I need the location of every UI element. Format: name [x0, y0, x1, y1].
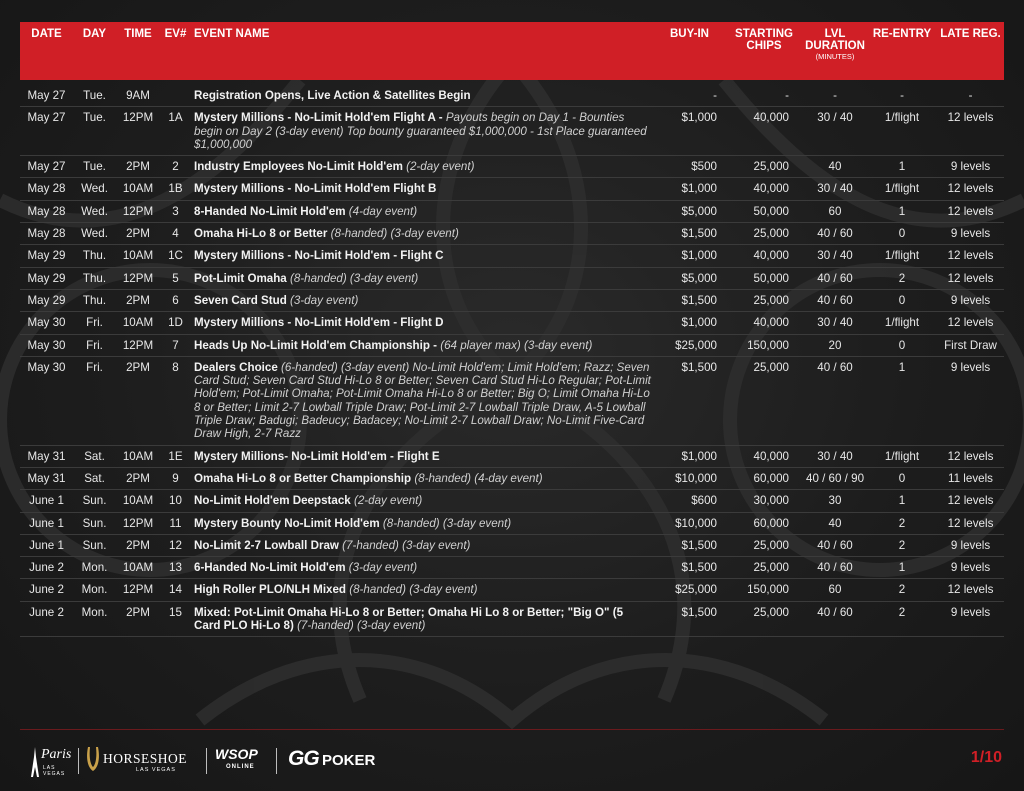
event-title: Mystery Millions - No-Limit Hold'em - Flight C	[194, 249, 444, 263]
row-late-reg: 11 levels	[937, 467, 1004, 489]
row-ev: 10	[160, 490, 191, 512]
row-buyin: $5,000	[654, 267, 725, 289]
event-title: Mystery Millions- No-Limit Hold'em - Flight E	[194, 449, 440, 463]
horseshoe-logo	[86, 743, 196, 779]
row-reentry: 2	[867, 512, 937, 534]
event-title: Mystery Millions - No-Limit Hold'em - Flight D	[194, 316, 444, 330]
row-day: Thu.	[73, 267, 116, 289]
row-date: May 30	[20, 312, 73, 334]
event-title: 6-Handed No-Limit Hold'em	[194, 561, 349, 575]
row-buyin: $1,500	[654, 223, 725, 245]
row-lvl-duration: -	[803, 80, 867, 107]
row-lvl-duration: 30 / 40	[803, 245, 867, 267]
row-event-name	[191, 334, 654, 356]
wsop-logo-sub: ONLINE	[226, 764, 255, 770]
event-note: (7-handed) (3-day event)	[297, 619, 426, 633]
event-note: (6-handed) (3-day event) No-Limit Hold'em; Limit Hold'em; Razz; Seven Card Stud; Seven Card Stud Hi-Lo 8 or Better; Seven Card Stud Hi-Lo Regular; Pot-Limit Hold'em; Pot-Limit Omaha; Pot-Limit Omaha Hi-Lo 8 or Better; Big O; Limit Omaha Hi-Lo 8 or Better; Limit 2-7 Lowball Triple Draw; Pot-Limit 2-7 Lowball Triple Draw, A-5 Lowball Triple Draw; Badugi; Badeucy; Badacey; No-Limit 2-7 Lowball Draw; No-Limit Five-Card Draw High, 2-7 Razz	[194, 360, 651, 441]
row-time: 10AM	[116, 245, 160, 267]
row-ev: 14	[160, 579, 191, 601]
row-time: 2PM	[116, 534, 160, 556]
row-buyin: $1,000	[654, 245, 725, 267]
row-buyin: $600	[654, 490, 725, 512]
row-time: 2PM	[116, 223, 160, 245]
row-event-name	[191, 178, 654, 200]
row-time: 2PM	[116, 467, 160, 489]
row-ev: 7	[160, 334, 191, 356]
footer-rule	[20, 729, 1004, 730]
table-row	[20, 557, 1004, 579]
row-event-name	[191, 534, 654, 556]
row-late-reg: 12 levels	[937, 512, 1004, 534]
ggpoker-logo-text: POKER	[322, 752, 376, 769]
row-late-reg: 9 levels	[937, 356, 1004, 445]
row-date: May 27	[20, 156, 73, 178]
row-reentry: 0	[867, 334, 937, 356]
row-buyin: $25,000	[654, 579, 725, 601]
row-buyin: $1,000	[654, 445, 725, 467]
row-buyin: $25,000	[654, 334, 725, 356]
header-reentry: RE-ENTRY	[867, 22, 937, 80]
row-lvl-duration: 40 / 60	[803, 289, 867, 311]
row-event-name	[191, 445, 654, 467]
row-day: Fri.	[73, 356, 116, 445]
row-time: 10AM	[116, 490, 160, 512]
event-title: Mystery Millions - No-Limit Hold'em Flight A -	[194, 111, 446, 125]
row-starting-chips: 50,000	[725, 267, 803, 289]
row-starting-chips: 60,000	[725, 467, 803, 489]
header-lvl-sub: (MINUTES)	[815, 52, 855, 61]
row-ev: 1B	[160, 178, 191, 200]
table-row	[20, 467, 1004, 489]
event-title: Seven Card Stud	[194, 293, 290, 307]
event-title: Pot-Limit Omaha	[194, 271, 290, 285]
row-day: Fri.	[73, 334, 116, 356]
row-event-name	[191, 200, 654, 222]
row-event-name	[191, 601, 654, 637]
row-event-name	[191, 107, 654, 156]
table-header-row	[20, 22, 1004, 80]
row-lvl-duration: 60	[803, 579, 867, 601]
row-day: Sun.	[73, 512, 116, 534]
row-lvl-duration: 20	[803, 334, 867, 356]
header-starting-chips: STARTING CHIPS	[725, 22, 803, 80]
row-date: May 27	[20, 80, 73, 107]
row-date: May 28	[20, 223, 73, 245]
event-note: (8-handed) (3-day event)	[382, 516, 512, 530]
row-event-name	[191, 289, 654, 311]
row-time: 2PM	[116, 601, 160, 637]
row-starting-chips: 40,000	[725, 312, 803, 334]
row-date: May 27	[20, 107, 73, 156]
row-late-reg: 12 levels	[937, 445, 1004, 467]
row-lvl-duration: 30 / 40	[803, 107, 867, 156]
row-day: Mon.	[73, 601, 116, 637]
row-date: May 30	[20, 334, 73, 356]
row-date: June 2	[20, 557, 73, 579]
event-note: (3-day event)	[290, 293, 359, 307]
event-title: Mystery Bounty No-Limit Hold'em	[194, 516, 383, 530]
row-ev: 1D	[160, 312, 191, 334]
event-title: Heads Up No-Limit Hold'em Championship -	[194, 338, 441, 352]
row-ev: 6	[160, 289, 191, 311]
row-event-name	[191, 557, 654, 579]
row-starting-chips: 150,000	[725, 579, 803, 601]
horseshoe-icon	[86, 747, 100, 773]
row-buyin: $1,000	[654, 107, 725, 156]
row-lvl-duration: 40	[803, 512, 867, 534]
table-row	[20, 245, 1004, 267]
row-day: Tue.	[73, 156, 116, 178]
row-event-name	[191, 490, 654, 512]
row-ev: 5	[160, 267, 191, 289]
row-date: May 30	[20, 356, 73, 445]
row-lvl-duration: 60	[803, 200, 867, 222]
row-ev: 1C	[160, 245, 191, 267]
row-date: May 31	[20, 467, 73, 489]
row-time: 2PM	[116, 156, 160, 178]
table-row	[20, 107, 1004, 156]
row-late-reg: 9 levels	[937, 223, 1004, 245]
row-ev: 4	[160, 223, 191, 245]
event-title: Mystery Millions - No-Limit Hold'em Flight B	[194, 182, 437, 196]
row-reentry: 1/flight	[867, 312, 937, 334]
event-title: No-Limit Hold'em Deepstack	[194, 494, 354, 508]
event-note: (8-handed) (3-day event)	[330, 227, 459, 241]
row-date: June 2	[20, 579, 73, 601]
row-buyin: $5,000	[654, 200, 725, 222]
event-title: Omaha Hi-Lo 8 or Better	[194, 227, 331, 241]
row-time: 12PM	[116, 334, 160, 356]
row-event-name	[191, 245, 654, 267]
row-late-reg: 12 levels	[937, 245, 1004, 267]
ggpoker-logo	[288, 747, 408, 777]
row-late-reg: 12 levels	[937, 312, 1004, 334]
row-ev: 1E	[160, 445, 191, 467]
row-event-name	[191, 80, 654, 107]
row-day: Mon.	[73, 579, 116, 601]
row-lvl-duration: 30	[803, 490, 867, 512]
paris-logo-sub: LAS VEGAS	[43, 765, 66, 777]
row-ev: 2	[160, 156, 191, 178]
table-row	[20, 534, 1004, 556]
row-day: Thu.	[73, 289, 116, 311]
table-row	[20, 267, 1004, 289]
event-title: High Roller PLO/NLH Mixed	[194, 583, 350, 597]
table-row	[20, 579, 1004, 601]
row-reentry: 1	[867, 490, 937, 512]
row-late-reg: 12 levels	[937, 490, 1004, 512]
event-note: (7-handed) (3-day event)	[342, 538, 471, 552]
event-note: (64 player max) (3-day event)	[440, 338, 593, 352]
row-lvl-duration: 30 / 40	[803, 445, 867, 467]
schedule-table	[20, 22, 1004, 637]
event-title: No-Limit 2-7 Lowball Draw	[194, 538, 343, 552]
row-reentry: 2	[867, 534, 937, 556]
row-lvl-duration: 40 / 60	[803, 557, 867, 579]
event-note: (2-day event)	[353, 494, 423, 508]
row-starting-chips: 25,000	[725, 289, 803, 311]
row-starting-chips: 25,000	[725, 601, 803, 637]
row-ev: 8	[160, 356, 191, 445]
table-row	[20, 490, 1004, 512]
row-event-name	[191, 223, 654, 245]
table-row	[20, 356, 1004, 445]
row-reentry: 1/flight	[867, 107, 937, 156]
row-late-reg: 12 levels	[937, 579, 1004, 601]
row-starting-chips: 30,000	[725, 490, 803, 512]
row-buyin: $10,000	[654, 512, 725, 534]
table-row	[20, 312, 1004, 334]
table-row	[20, 200, 1004, 222]
row-time: 2PM	[116, 289, 160, 311]
page-number: 1/10	[970, 749, 1002, 766]
event-note: (3-day event)	[348, 561, 418, 575]
footer-separator	[78, 748, 79, 774]
row-reentry: 1	[867, 557, 937, 579]
row-day: Sun.	[73, 490, 116, 512]
row-ev: 13	[160, 557, 191, 579]
row-ev: 9	[160, 467, 191, 489]
wsop-logo-text: WSOP	[215, 746, 258, 762]
row-event-name	[191, 356, 654, 445]
row-starting-chips: 40,000	[725, 107, 803, 156]
footer-separator	[276, 748, 277, 774]
row-buyin: $500	[654, 156, 725, 178]
row-starting-chips: 150,000	[725, 334, 803, 356]
row-reentry: 1	[867, 200, 937, 222]
row-lvl-duration: 40 / 60 / 90	[803, 467, 867, 489]
header-time: TIME	[116, 22, 160, 80]
row-buyin: $1,500	[654, 356, 725, 445]
row-event-name	[191, 512, 654, 534]
horseshoe-logo-text: HORSESHOE	[103, 751, 188, 766]
table-row	[20, 156, 1004, 178]
row-starting-chips: 25,000	[725, 534, 803, 556]
event-note: (8-handed) (3-day event)	[349, 583, 478, 597]
event-note: (8-handed) (4-day event)	[414, 471, 543, 485]
row-lvl-duration: 40 / 60	[803, 223, 867, 245]
row-reentry: 1/flight	[867, 445, 937, 467]
row-day: Wed.	[73, 178, 116, 200]
table-row	[20, 80, 1004, 107]
row-date: June 1	[20, 512, 73, 534]
row-event-name	[191, 267, 654, 289]
row-event-name	[191, 156, 654, 178]
table-row	[20, 512, 1004, 534]
row-reentry: 1/flight	[867, 178, 937, 200]
event-note: (4-day event)	[348, 204, 418, 218]
row-late-reg: -	[937, 80, 1004, 107]
eiffel-tower-icon	[30, 747, 40, 777]
row-reentry: 2	[867, 579, 937, 601]
event-note: Payouts begin on Day 1 - Bounties begin on Day 2 (3-day event) Top bounty guaranteed $1,000,000 - 1st Place guaranteed $1,000,000	[194, 111, 647, 151]
row-day: Tue.	[73, 80, 116, 107]
row-date: May 29	[20, 267, 73, 289]
table-row	[20, 601, 1004, 637]
row-buyin: $1,500	[654, 557, 725, 579]
row-ev: 11	[160, 512, 191, 534]
row-time: 9AM	[116, 80, 160, 107]
table-row	[20, 223, 1004, 245]
row-day: Mon.	[73, 557, 116, 579]
row-reentry: 0	[867, 223, 937, 245]
row-day: Tue.	[73, 107, 116, 156]
row-buyin: $1,500	[654, 534, 725, 556]
row-date: May 31	[20, 445, 73, 467]
row-reentry: 1	[867, 356, 937, 445]
row-lvl-duration: 40	[803, 156, 867, 178]
row-reentry: 2	[867, 267, 937, 289]
row-starting-chips: 25,000	[725, 156, 803, 178]
row-late-reg: 9 levels	[937, 601, 1004, 637]
row-buyin: -	[654, 80, 725, 107]
footer-separator	[206, 748, 207, 774]
row-ev: 3	[160, 200, 191, 222]
row-date: June 1	[20, 534, 73, 556]
row-date: May 29	[20, 245, 73, 267]
row-time: 2PM	[116, 356, 160, 445]
footer	[0, 729, 1024, 791]
row-day: Wed.	[73, 223, 116, 245]
row-day: Fri.	[73, 312, 116, 334]
row-lvl-duration: 40 / 60	[803, 267, 867, 289]
row-lvl-duration: 30 / 40	[803, 312, 867, 334]
row-date: May 29	[20, 289, 73, 311]
row-reentry: -	[867, 80, 937, 107]
row-time: 10AM	[116, 178, 160, 200]
row-day: Sat.	[73, 445, 116, 467]
row-starting-chips: 25,000	[725, 557, 803, 579]
header-date: DATE	[20, 22, 73, 80]
row-lvl-duration: 40 / 60	[803, 534, 867, 556]
header-buyin: BUY-IN	[654, 22, 725, 80]
row-date: May 28	[20, 200, 73, 222]
row-date: June 1	[20, 490, 73, 512]
row-starting-chips: 40,000	[725, 178, 803, 200]
row-day: Sat.	[73, 467, 116, 489]
row-starting-chips: 60,000	[725, 512, 803, 534]
schedule-page	[20, 22, 1004, 637]
row-late-reg: 12 levels	[937, 200, 1004, 222]
row-ev: 15	[160, 601, 191, 637]
row-reentry: 2	[867, 601, 937, 637]
row-starting-chips: 40,000	[725, 245, 803, 267]
row-starting-chips: 50,000	[725, 200, 803, 222]
horseshoe-logo-sub: LAS VEGAS	[136, 767, 176, 773]
table-row	[20, 445, 1004, 467]
row-ev: 1A	[160, 107, 191, 156]
row-late-reg: 9 levels	[937, 156, 1004, 178]
row-buyin: $1,500	[654, 289, 725, 311]
row-lvl-duration: 40 / 60	[803, 601, 867, 637]
event-title: Industry Employees No-Limit Hold'em	[194, 160, 407, 174]
row-reentry: 1/flight	[867, 245, 937, 267]
wsop-online-logo	[215, 744, 269, 778]
row-time: 12PM	[116, 512, 160, 534]
row-day: Sun.	[73, 534, 116, 556]
row-starting-chips: 25,000	[725, 223, 803, 245]
event-note: (8-handed) (3-day event)	[289, 271, 419, 285]
event-title: Mixed: Pot-Limit Omaha Hi-Lo 8 or Better; Omaha Hi Lo 8 or Better; "Big O" (5 Card PLO Hi-Lo 8)	[194, 605, 624, 633]
row-time: 12PM	[116, 107, 160, 156]
row-late-reg: First Draw	[937, 334, 1004, 356]
event-title: Dealers Choice	[194, 360, 281, 374]
paris-logo	[30, 745, 70, 779]
event-title: Omaha Hi-Lo 8 or Better Championship	[194, 471, 415, 485]
row-starting-chips: 25,000	[725, 356, 803, 445]
row-late-reg: 12 levels	[937, 178, 1004, 200]
row-day: Wed.	[73, 200, 116, 222]
row-ev: 12	[160, 534, 191, 556]
row-late-reg: 12 levels	[937, 107, 1004, 156]
header-event-name: EVENT NAME	[191, 22, 654, 80]
row-date: June 2	[20, 601, 73, 637]
row-late-reg: 9 levels	[937, 534, 1004, 556]
row-lvl-duration: 40 / 60	[803, 356, 867, 445]
row-buyin: $10,000	[654, 467, 725, 489]
row-starting-chips: -	[725, 80, 803, 107]
row-time: 10AM	[116, 445, 160, 467]
table-row	[20, 178, 1004, 200]
gg-logo-mark: GG	[288, 747, 319, 770]
row-event-name	[191, 312, 654, 334]
row-late-reg: 9 levels	[937, 289, 1004, 311]
row-late-reg: 12 levels	[937, 267, 1004, 289]
row-starting-chips: 40,000	[725, 445, 803, 467]
row-time: 10AM	[116, 557, 160, 579]
row-buyin: $1,000	[654, 178, 725, 200]
row-lvl-duration: 30 / 40	[803, 178, 867, 200]
table-row	[20, 334, 1004, 356]
table-row	[20, 289, 1004, 311]
event-title: Registration Opens, Live Action & Satellites Begin	[194, 89, 471, 102]
row-buyin: $1,500	[654, 601, 725, 637]
row-ev	[160, 80, 191, 107]
row-buyin: $1,000	[654, 312, 725, 334]
row-day: Thu.	[73, 245, 116, 267]
header-lvl-label: LVL DURATION	[805, 28, 865, 52]
header-late-reg: LATE REG.	[937, 22, 1004, 80]
row-reentry: 1	[867, 156, 937, 178]
row-reentry: 0	[867, 467, 937, 489]
row-reentry: 0	[867, 289, 937, 311]
row-late-reg: 9 levels	[937, 557, 1004, 579]
row-time: 12PM	[116, 267, 160, 289]
row-time: 10AM	[116, 312, 160, 334]
event-title: 8-Handed No-Limit Hold'em	[194, 204, 349, 218]
header-ev: EV#	[160, 22, 191, 80]
row-event-name	[191, 467, 654, 489]
row-time: 12PM	[116, 200, 160, 222]
header-day: DAY	[73, 22, 116, 80]
row-date: May 28	[20, 178, 73, 200]
row-event-name	[191, 579, 654, 601]
row-time: 12PM	[116, 579, 160, 601]
paris-logo-text: Paris	[41, 747, 72, 762]
event-note: (2-day event)	[406, 160, 475, 174]
header-lvl-duration	[803, 22, 867, 80]
